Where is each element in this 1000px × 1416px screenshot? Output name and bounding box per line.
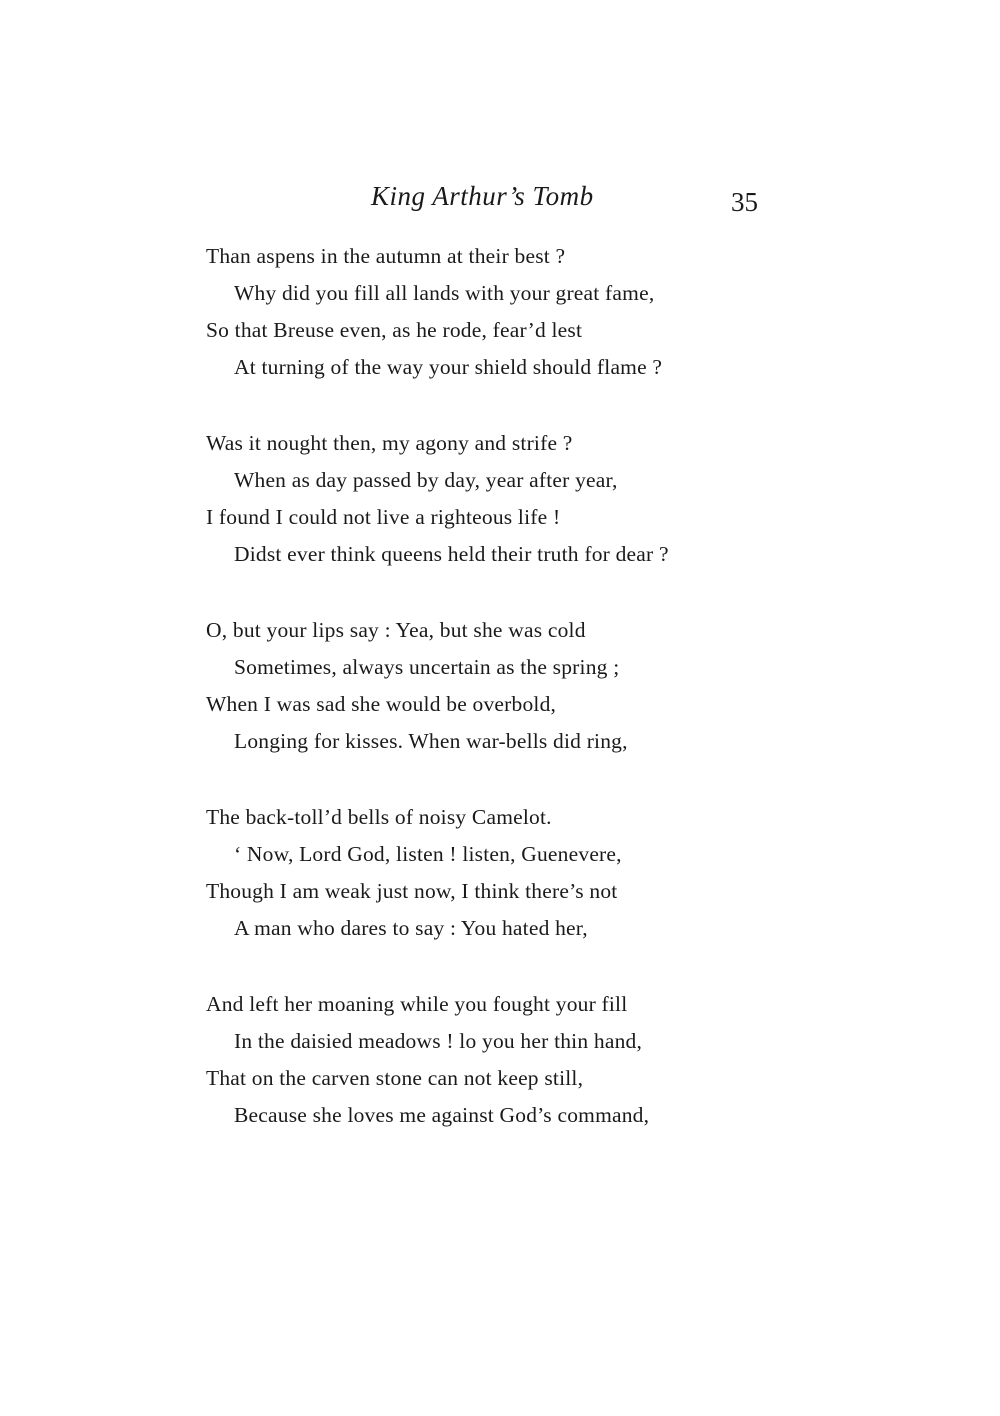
poem-text [206, 238, 806, 1173]
verse-line: A man who dares to say : You hated her, [234, 916, 588, 940]
verse-line: That on the carven stone can not keep still, [206, 1066, 584, 1090]
verse-line: So that Breuse even, as he rode, fear’d lest [206, 318, 583, 342]
running-head [0, 176, 1000, 226]
verse-line: At turning of the way your shield should flame ? [234, 355, 663, 379]
stanza-5 [206, 986, 806, 1134]
running-title: King Arthur’s Tomb [371, 181, 594, 211]
verse-line: Was it nought then, my agony and strife ? [206, 431, 573, 455]
verse-line: And left her moaning while you fought your fill [206, 992, 628, 1016]
verse-line: Didst ever think queens held their truth for dear ? [234, 542, 669, 566]
verse-line: Because she loves me against God’s command, [234, 1103, 650, 1127]
verse-line: O, but your lips say : Yea, but she was cold [206, 618, 586, 642]
verse-line: Longing for kisses. When war-bells did ring, [234, 729, 628, 753]
verse-line: I found I could not live a righteous life ! [206, 505, 561, 529]
stanza-4 [206, 799, 806, 947]
verse-line: When I was sad she would be overbold, [206, 692, 557, 716]
verse-line: Why did you fill all lands with your great fame, [234, 281, 655, 305]
page-number: 35 [731, 187, 758, 217]
stanza-3 [206, 612, 806, 760]
verse-line: In the daisied meadows ! lo you her thin hand, [234, 1029, 643, 1053]
verse-line: Sometimes, always uncertain as the spring ; [234, 655, 620, 679]
stanza-1 [206, 238, 806, 386]
verse-line: ‘ Now, Lord God, listen ! listen, Guenevere, [234, 842, 622, 866]
stanza-2 [206, 425, 806, 573]
verse-line: Than aspens in the autumn at their best ? [206, 244, 566, 268]
verse-line: When as day passed by day, year after year, [234, 468, 618, 492]
verse-line: Though I am weak just now, I think there’s not [206, 879, 618, 903]
verse-line: The back-toll’d bells of noisy Camelot. [206, 805, 552, 829]
